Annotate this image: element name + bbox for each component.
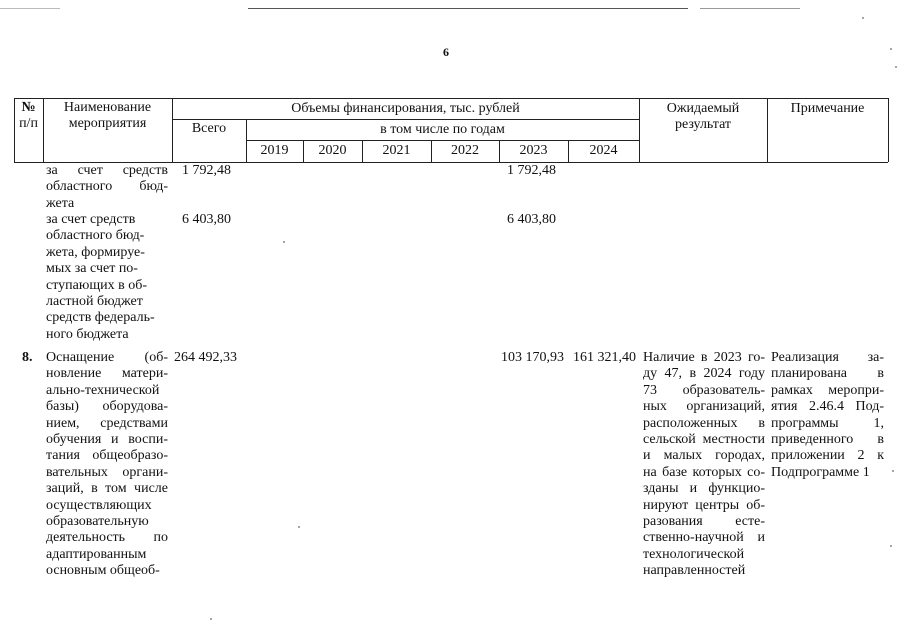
- row2-name: за счет средств областного бюд- жета, формируе- мых за счет по- ступающих в об- ластной бюджет средств федераль- ного бюджета: [46, 212, 155, 342]
- header-result-line1: Ожидаемый: [666, 101, 740, 116]
- row1-name: за счет средств областного бюд- жета: [46, 163, 168, 211]
- scan-top-line: [248, 8, 688, 9]
- scan-top-line-right: [700, 8, 800, 9]
- scan-top-line-left: [0, 8, 60, 9]
- header-num2: п/п: [19, 116, 38, 131]
- header-total: Всего: [191, 121, 227, 136]
- row3-name: Оснащение (об- новление матери- ально-технической базы) оборудова- нием, средствами обучения и воспи- тания общеобразо- вательных органи- заций, в том числе осуществляющих образовательную деятельность по адаптированным основным общеоб-: [46, 350, 168, 579]
- row1-2023: 1 792,48: [507, 163, 556, 178]
- row1-total: 1 792,48: [182, 163, 231, 178]
- header-result-line2: результат: [674, 117, 732, 132]
- header-year-2019: 2019: [260, 143, 289, 158]
- header-note: Примечание: [790, 101, 865, 116]
- row3-2024: 161 321,40: [573, 350, 636, 365]
- header-year-2021: 2021: [382, 143, 411, 158]
- header-name-line1: Наименование: [63, 100, 152, 115]
- header-name-line2: мероприятия: [68, 116, 147, 131]
- header-year-2020: 2020: [318, 143, 347, 158]
- header-year-2022: 2022: [451, 143, 479, 158]
- row2-total: 6 403,80: [182, 212, 231, 227]
- row2-2023: 6 403,80: [507, 212, 556, 227]
- header-year-2024: 2024: [589, 143, 618, 158]
- row3-total: 264 492,33: [174, 350, 237, 365]
- row3-num: 8.: [22, 350, 33, 365]
- row3-2023: 103 170,93: [501, 350, 564, 365]
- page-number: 6: [443, 45, 449, 59]
- header-num: №: [21, 100, 36, 115]
- row3-note: Реализация за- планирована в рамках меропри- ятия 2.46.4 Под- программы 1, приведенного в приложении 2 к Подпрограмме 1: [771, 350, 884, 480]
- header-by-years: в том числе по годам: [380, 122, 505, 137]
- header-year-2023: 2023: [519, 143, 548, 158]
- row3-result: Наличие в 2023 го- ду 47, в 2024 году 73 образователь- ных организаций, расположенных в сельской местности и малых городах, на базе которых со- зданы и функцио- нируют центры об- разования есте- ственно-научной и технологической направленностей: [643, 350, 765, 579]
- header-funding: Объемы финансирования, тыс. рублей: [291, 101, 520, 116]
